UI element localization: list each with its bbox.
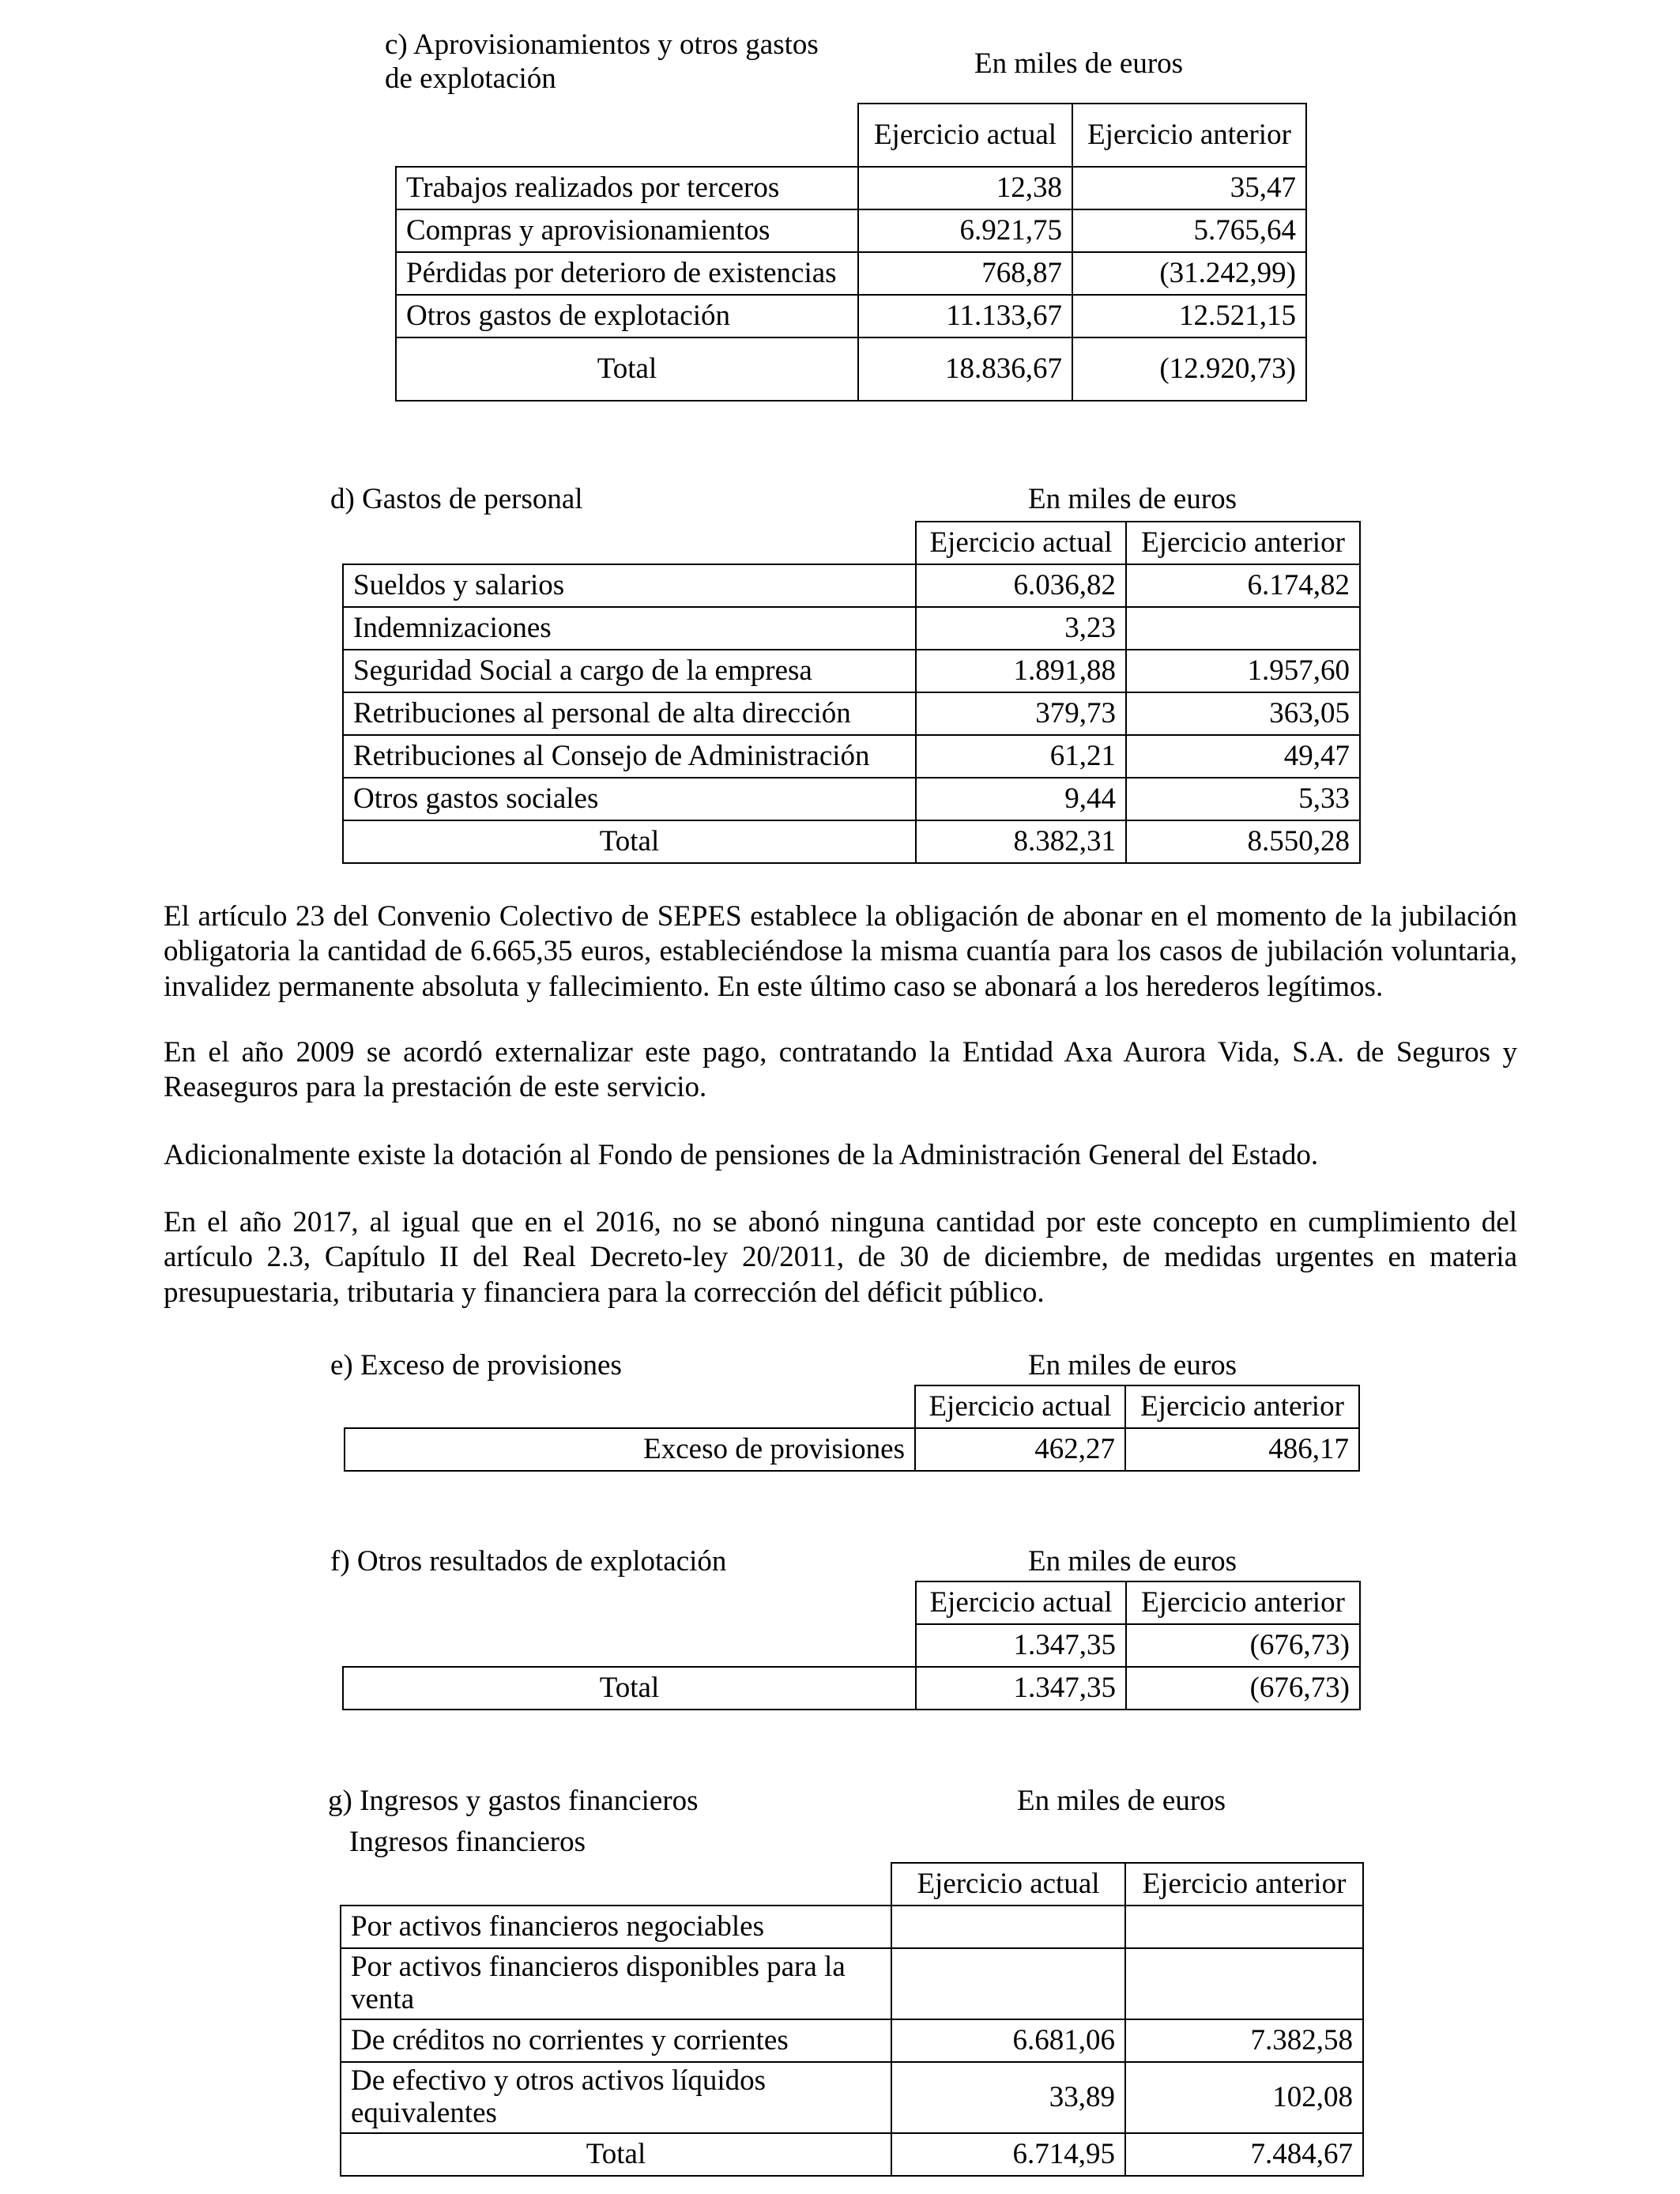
total-actual: 8.382,31: [916, 820, 1126, 863]
row-label: Sueldos y salarios: [343, 564, 916, 607]
cell-anterior: 7.382,58: [1125, 2019, 1363, 2062]
table-row: [343, 650, 1360, 692]
section-c-table: [395, 103, 1307, 401]
table-row: [396, 167, 1306, 209]
section-d-table: [342, 521, 1361, 864]
section-f-table: [342, 1581, 1361, 1710]
cell-actual: 33,89: [891, 2062, 1125, 2133]
total-row: [341, 2133, 1363, 2176]
table-row: [341, 1906, 1363, 1948]
total-anterior: (676,73): [1126, 1667, 1360, 1710]
row-label: Otros gastos sociales: [343, 778, 916, 820]
total-label: Total: [396, 337, 858, 401]
col-header-anterior: Ejercicio anterior: [1126, 522, 1360, 564]
total-anterior: (12.920,73): [1072, 337, 1306, 401]
row-label: Indemnizaciones: [343, 607, 916, 650]
cell-actual: 6.681,06: [891, 2019, 1125, 2062]
table-row: [396, 209, 1306, 252]
total-row: [396, 337, 1306, 401]
total-actual: 18.836,67: [858, 337, 1072, 401]
col-header-anterior: Ejercicio anterior: [1125, 1863, 1363, 1906]
total-row: [343, 820, 1360, 863]
cell-anterior: 35,47: [1072, 167, 1306, 209]
paragraph: En el año 2009 se acordó externalizar este pago, contratando la Entidad Axa Aurora Vida, S.A. de Seguros y Reaseguros para la prestación de este servicio.: [164, 1036, 1517, 1104]
col-header-anterior: Ejercicio anterior: [1125, 1385, 1359, 1428]
cell-anterior: 12.521,15: [1072, 295, 1306, 337]
col-header-actual: Ejercicio actual: [891, 1863, 1125, 1906]
cell-actual: 1.891,88: [916, 650, 1126, 692]
table-row: [345, 1428, 1359, 1471]
cell-anterior: [1125, 1906, 1363, 1948]
total-label: Total: [341, 2133, 891, 2176]
total-label: Total: [343, 1667, 916, 1710]
table-header-row: [343, 522, 1360, 564]
cell-anterior: [1126, 607, 1360, 650]
section-e-table: [344, 1385, 1360, 1472]
col-header-actual: Ejercicio actual: [916, 1581, 1126, 1624]
cell-actual: 6.036,82: [916, 564, 1126, 607]
paragraph: En el año 2017, al igual que en el 2016, no se abonó ninguna cantidad por este concepto en cumplimiento del artículo 2.3, Capítulo II del Real Decreto-ley 20/2011, de 30 de diciembre, de medidas urgentes en materia presupuestaria, tributaria y financiera para la corrección del déficit público.: [164, 1206, 1517, 1309]
row-label: De créditos no corrientes y corrientes: [341, 2019, 891, 2062]
paragraph: Adicionalmente existe la dotación al Fondo de pensiones de la Administración General del Estado.: [164, 1139, 1319, 1171]
cell-actual: [891, 1906, 1125, 1948]
cell-anterior: 363,05: [1126, 692, 1360, 735]
section-d-title: d) Gastos de personal: [330, 483, 583, 515]
section-g-unit: En miles de euros: [1017, 1785, 1226, 1817]
row-label: Exceso de provisiones: [345, 1428, 915, 1471]
total-anterior: 7.484,67: [1125, 2133, 1363, 2176]
row-label: Otros gastos de explotación: [396, 295, 858, 337]
total-actual: 1.347,35: [916, 1667, 1126, 1710]
table-row: [343, 735, 1360, 778]
section-c-title: [385, 28, 819, 96]
cell-actual: 9,44: [916, 778, 1126, 820]
cell-anterior: 486,17: [1125, 1428, 1359, 1471]
table-row: [343, 607, 1360, 650]
cell-anterior: (31.242,99): [1072, 252, 1306, 295]
row-label: Compras y aprovisionamientos: [396, 209, 858, 252]
paragraph: El artículo 23 del Convenio Colectivo de SEPES establece la obligación de abonar en el momento de la jubilación obligatoria la cantidad de 6.665,35 euros, estableciéndose la misma cuantía para los casos de jubilación voluntaria, invalidez permanente absoluta y fallecimiento. En este último caso se abonará a los herederos legítimos.: [164, 900, 1517, 1003]
row-label: Retribuciones al personal de alta dirección: [343, 692, 916, 735]
cell-actual: 11.133,67: [858, 295, 1072, 337]
total-actual: 6.714,95: [891, 2133, 1125, 2176]
table-row: [343, 564, 1360, 607]
cell-anterior: 6.174,82: [1126, 564, 1360, 607]
row-label: Seguridad Social a cargo de la empresa: [343, 650, 916, 692]
table-header-row: [345, 1385, 1359, 1428]
table-row: [343, 778, 1360, 820]
table-row: [343, 1624, 1360, 1667]
cell-actual: 379,73: [916, 692, 1126, 735]
row-label: De efectivo y otros activos líquidos equivalentes: [341, 2062, 891, 2133]
row-label: Por activos financieros negociables: [341, 1906, 891, 1948]
cell-actual: 3,23: [916, 607, 1126, 650]
row-label: Por activos financieros disponibles para la venta: [341, 1948, 891, 2019]
table-row: [343, 692, 1360, 735]
total-label: Total: [343, 820, 916, 863]
section-g-subtitle: Ingresos financieros: [349, 1826, 586, 1858]
cell-actual: 12,38: [858, 167, 1072, 209]
table-header-row: [343, 1581, 1360, 1624]
table-row: [341, 2062, 1363, 2133]
table-row: [341, 2019, 1363, 2062]
section-f-title: f) Otros resultados de explotación: [330, 1545, 727, 1578]
table-row: [396, 252, 1306, 295]
table-header-row: [396, 104, 1306, 167]
cell-actual: 61,21: [916, 735, 1126, 778]
cell-anterior: [1125, 1948, 1363, 2019]
row-label: Pérdidas por deterioro de existencias: [396, 252, 858, 295]
total-row: [343, 1667, 1360, 1710]
cell-actual: 462,27: [915, 1428, 1125, 1471]
col-header-anterior: Ejercicio anterior: [1126, 1581, 1360, 1624]
table-row: [396, 295, 1306, 337]
col-header-actual: Ejercicio actual: [858, 104, 1072, 167]
cell-anterior: 49,47: [1126, 735, 1360, 778]
section-g-title: g) Ingresos y gastos financieros: [328, 1785, 699, 1817]
table-header-row: [341, 1863, 1363, 1906]
cell-actual: 6.921,75: [858, 209, 1072, 252]
cell-anterior: 5.765,64: [1072, 209, 1306, 252]
col-header-actual: Ejercicio actual: [916, 522, 1126, 564]
col-header-actual: Ejercicio actual: [915, 1385, 1125, 1428]
cell-actual: [891, 1948, 1125, 2019]
section-c-title-line1: c) Aprovisionamientos y otros gastos: [385, 28, 819, 61]
col-header-anterior: Ejercicio anterior: [1072, 104, 1306, 167]
cell-anterior: 5,33: [1126, 778, 1360, 820]
cell-actual: 768,87: [858, 252, 1072, 295]
section-d-unit: En miles de euros: [1028, 483, 1237, 515]
table-row: [341, 1948, 1363, 2019]
total-anterior: 8.550,28: [1126, 820, 1360, 863]
cell-actual: 1.347,35: [916, 1624, 1126, 1667]
row-label: Trabajos realizados por terceros: [396, 167, 858, 209]
section-g-table: [340, 1862, 1364, 2177]
cell-anterior: 1.957,60: [1126, 650, 1360, 692]
section-e-unit: En miles de euros: [1028, 1349, 1237, 1382]
section-c-unit: En miles de euros: [974, 47, 1184, 80]
section-c-title-line2: de explotación: [385, 62, 556, 95]
cell-anterior: 102,08: [1125, 2062, 1363, 2133]
cell-anterior: (676,73): [1126, 1624, 1360, 1667]
section-f-unit: En miles de euros: [1028, 1545, 1237, 1578]
section-e-title: e) Exceso de provisiones: [330, 1349, 622, 1382]
row-label: Retribuciones al Consejo de Administración: [343, 735, 916, 778]
